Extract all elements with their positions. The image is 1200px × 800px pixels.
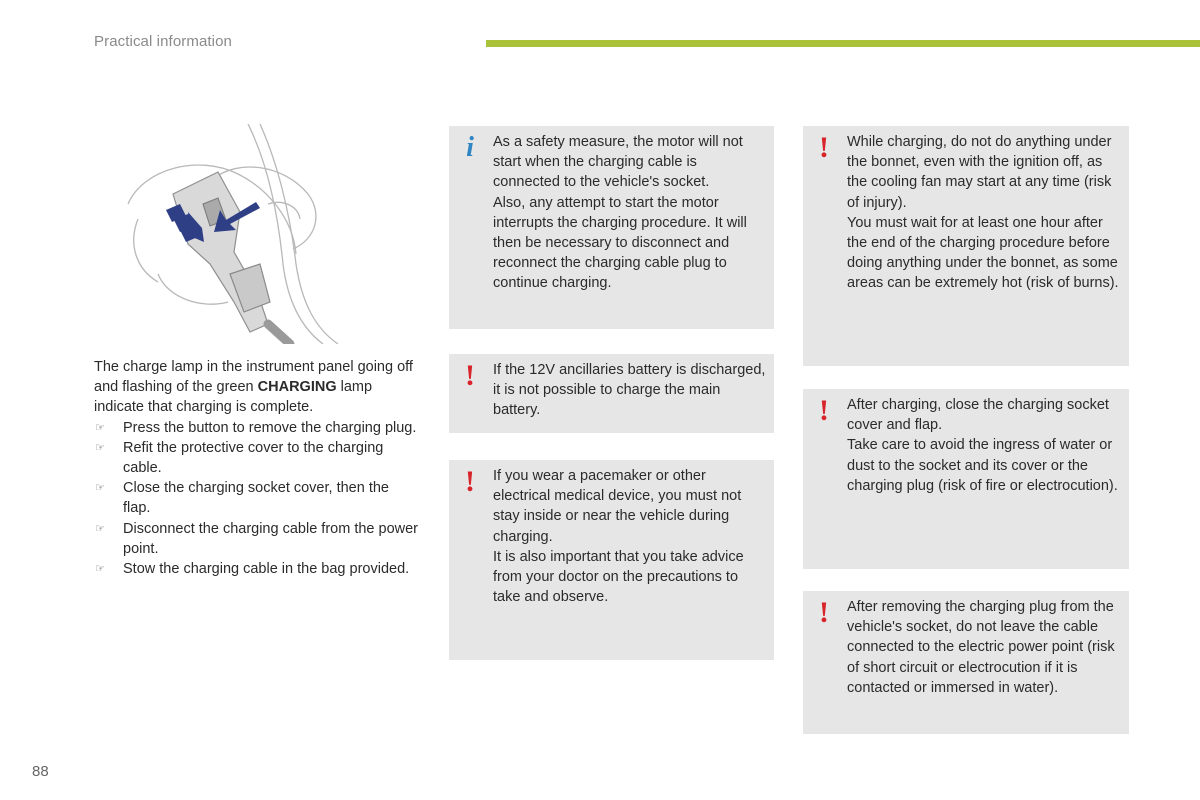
warning-icon: ! [819, 394, 829, 427]
remove-plug-warning-box [803, 591, 1129, 734]
warning-icon: ! [465, 465, 475, 498]
step-text: Disconnect the charging cable from the power point. [123, 520, 418, 557]
page-number: 88 [32, 763, 49, 780]
list-item [94, 418, 419, 438]
note-text [847, 395, 1121, 496]
charging-plug-illustration-icon [118, 124, 358, 344]
pointing-hand-icon: ☞ [95, 522, 105, 535]
safety-info-box [449, 126, 774, 329]
list-item [94, 438, 419, 478]
intro-text-end: lamp indicate that charging is complete. [94, 379, 373, 416]
note-paragraph: After charging, close the charging socket cover and flap. [847, 397, 1109, 434]
step-text: Refit the protective cover to the charging cable. [123, 439, 384, 477]
battery-warning-box [449, 354, 774, 433]
close-cover-warning-box [803, 389, 1129, 569]
note-text [493, 466, 766, 607]
note-paragraph: While charging, do not do anything under the bonnet, even with the ignition off, as the cooling fan may start at any time (risk of injury). [847, 134, 1112, 211]
note-paragraph: Take care to avoid the ingress of water or dust to the socket and its cover or the charging plug (risk of fire or electrocution). [847, 437, 1118, 494]
warning-icon: ! [465, 359, 475, 392]
warning-icon: ! [819, 131, 829, 164]
pointing-hand-icon: ☞ [95, 421, 105, 434]
steps-list [94, 418, 419, 580]
note-paragraph: If you wear a pacemaker or other electrical medical device, you must not stay inside or near the vehicle during charging. [493, 468, 742, 545]
note-paragraph: It is also important that you take advice from your doctor on the precautions to take and observe. [493, 548, 744, 606]
note-text [493, 360, 766, 421]
pointing-hand-icon: ☞ [95, 563, 105, 576]
note-paragraph: Also, any attempt to start the motor interrupts the charging procedure. It will then be necessary to disconnect and reconnect the charging cable plug to continue charging. [493, 194, 747, 292]
warning-icon: ! [819, 596, 829, 629]
list-item [94, 559, 419, 579]
header-accent-bar [486, 40, 1200, 47]
note-text [847, 597, 1121, 698]
charging-lamp-label: CHARGING [257, 379, 337, 396]
note-paragraph: As a safety measure, the motor will not start when the charging cable is connected to the vehicle's socket. [493, 134, 743, 191]
pacemaker-warning-box [449, 460, 774, 660]
note-paragraph: After removing the charging plug from the vehicle's socket, do not leave the cable connected to the electric power point (risk of short circuit or electrocution if it is contacted or immersed in water). [847, 599, 1115, 696]
pointing-hand-icon: ☞ [95, 441, 105, 454]
note-text [493, 132, 766, 294]
section-title: Practical information [94, 33, 232, 50]
step-text: Close the charging socket cover, then the flap. [123, 480, 389, 517]
step-text: Press the button to remove the charging plug. [123, 419, 417, 436]
list-item [94, 478, 419, 518]
list-item [94, 519, 419, 559]
step-text: Stow the charging cable in the bag provided. [123, 561, 410, 578]
intro-paragraph [94, 357, 419, 418]
note-paragraph: You must wait for at least one hour after the end of the charging procedure before doing anything under the bonnet, as some areas can be extremely hot (risk of burns). [847, 214, 1119, 292]
note-paragraph: If the 12V ancillaries battery is discharged, it is not possible to charge the main battery. [493, 362, 766, 419]
charging-complete-instructions [94, 357, 419, 579]
pointing-hand-icon: ☞ [95, 482, 105, 495]
bonnet-warning-box [803, 126, 1129, 366]
note-text [847, 132, 1121, 294]
intro-text: The charge lamp in the instrument panel going off and flashing of the green [94, 359, 413, 396]
info-icon: i [466, 132, 474, 163]
